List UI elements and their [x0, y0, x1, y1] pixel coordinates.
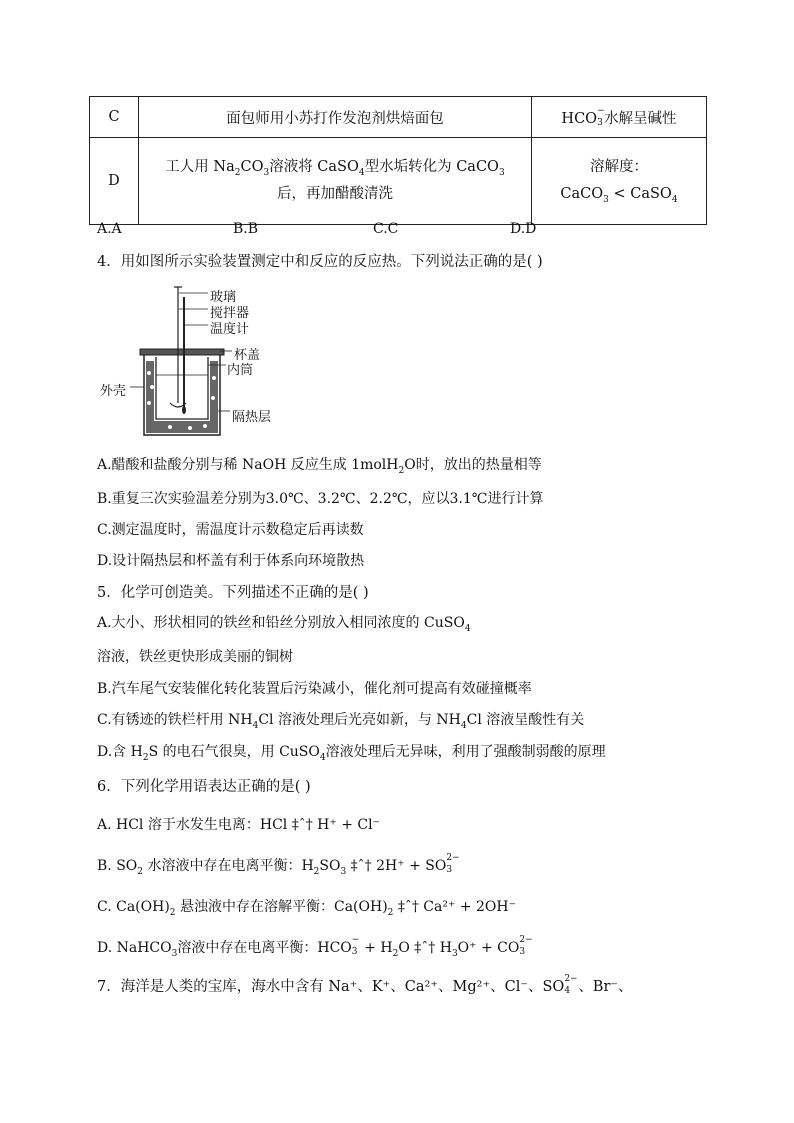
question-6-stem: 6．下列化学用语表达正确的是( ) [97, 779, 311, 795]
option-a: A.A [97, 221, 122, 237]
lid [140, 349, 224, 355]
q6-option-a: A. HCl 溶于水发生电离：HCl ‡ˆ† H⁺ + Cl⁻ [97, 817, 380, 833]
option-c: C.C [373, 221, 399, 237]
question-7-stem: 7．海洋是人类的宝库，海水中含有 Na⁺、K⁺、Ca²⁺、Mg²⁺、Cl⁻、SO 2− 4 、Br⁻、 [97, 974, 633, 996]
table-row [90, 97, 707, 138]
q5-option-a: A.大小、形状相同的铁丝和铅丝分别放入相同浓度的 CuSO$_4$ [97, 615, 471, 634]
question-5-stem: 5．化学可创造美。下列描述不正确的是( ) [97, 585, 369, 601]
label-shell: 外壳 [100, 384, 127, 399]
label-insulation: 隔热层 [232, 410, 272, 425]
answer-table [89, 96, 707, 225]
q6-option-b: B. $SO_2$ 水溶液中存在电离平衡：$H_2SO_3$ ‡ˆ† 2H⁺ + SO 2− 3 [97, 853, 460, 877]
q4-option-b: B.重复三次实验温差分别为3.0℃、3.2℃、2.2℃，应以3.1℃进行计算 [97, 491, 544, 507]
q4-option-d: D.设计隔热层和杯盖有利于体系向环境散热 [97, 553, 365, 569]
option-d: D.D [510, 221, 537, 237]
label-glass: 玻璃 [210, 290, 237, 305]
label-inner-cup: 内筒 [227, 363, 254, 378]
row-key: C [90, 97, 139, 138]
label-stirrer: 搅拌器 [210, 306, 250, 321]
row-reason: HCO − 3 水解呈碱性 [532, 97, 707, 138]
label-thermometer: 温度计 [210, 322, 250, 337]
q6-option-c: C. $Ca(OH)_2$ 悬浊液中存在溶解平衡：$Ca(OH)_2$ ‡ˆ† Ca²⁺ + 2OH⁻ [97, 899, 516, 918]
q5-option-a-cont: 溶液，铁丝更快形成美丽的铜树 [97, 649, 293, 665]
q4-option-c: C.测定温度时，需温度计示数稳定后再读数 [97, 522, 364, 538]
q5-option-d: D.含 $H_2S$ 的电石气很臭，用 CuSO$_4$溶液处理后无异味，利用了强酸制弱酸的原理 [97, 744, 606, 763]
question-4-stem: 4．用如图所示实验装置测定中和反应的反应热。下列说法正确的是( ) [97, 254, 543, 270]
row-description: 工人用 $Na_2CO_3$溶液将 CaSO$_4$型水垢转化为 CaCO$_3$ 后，再加醋酸清洗 [139, 138, 532, 225]
option-b: B.B [233, 221, 259, 237]
row-description: 面包师用小苏打作发泡剂烘焙面包 [139, 97, 532, 138]
q4-option-a: A.醋酸和盐酸分别与稀 NaOH 反应生成 1molH$_2$O时，放出的热量相等 [97, 457, 542, 476]
inner-cup [156, 357, 208, 419]
label-lid: 杯盖 [234, 348, 261, 363]
row-key: D [90, 138, 139, 225]
q5-option-c: C.有锈迹的铁栏杆用 $NH_4Cl$ 溶液处理后光亮如新，与 $NH_4Cl$ 溶液呈酸性有关 [97, 712, 585, 731]
q5-option-b: B.汽车尾气安装催化转化装置后污染减小，催化剂可提高有效碰撞概率 [97, 681, 532, 697]
row-reason: 溶解度： CaCO$_3$ < CaSO$_4$ [532, 138, 707, 225]
q6-option-d: D. NaHCO$_3$溶液中存在电离平衡：HCO − 3 + $H_2O$ ‡ˆ† $H_3O^+$ + CO 2− 3 [97, 935, 533, 959]
table-row [90, 138, 707, 225]
